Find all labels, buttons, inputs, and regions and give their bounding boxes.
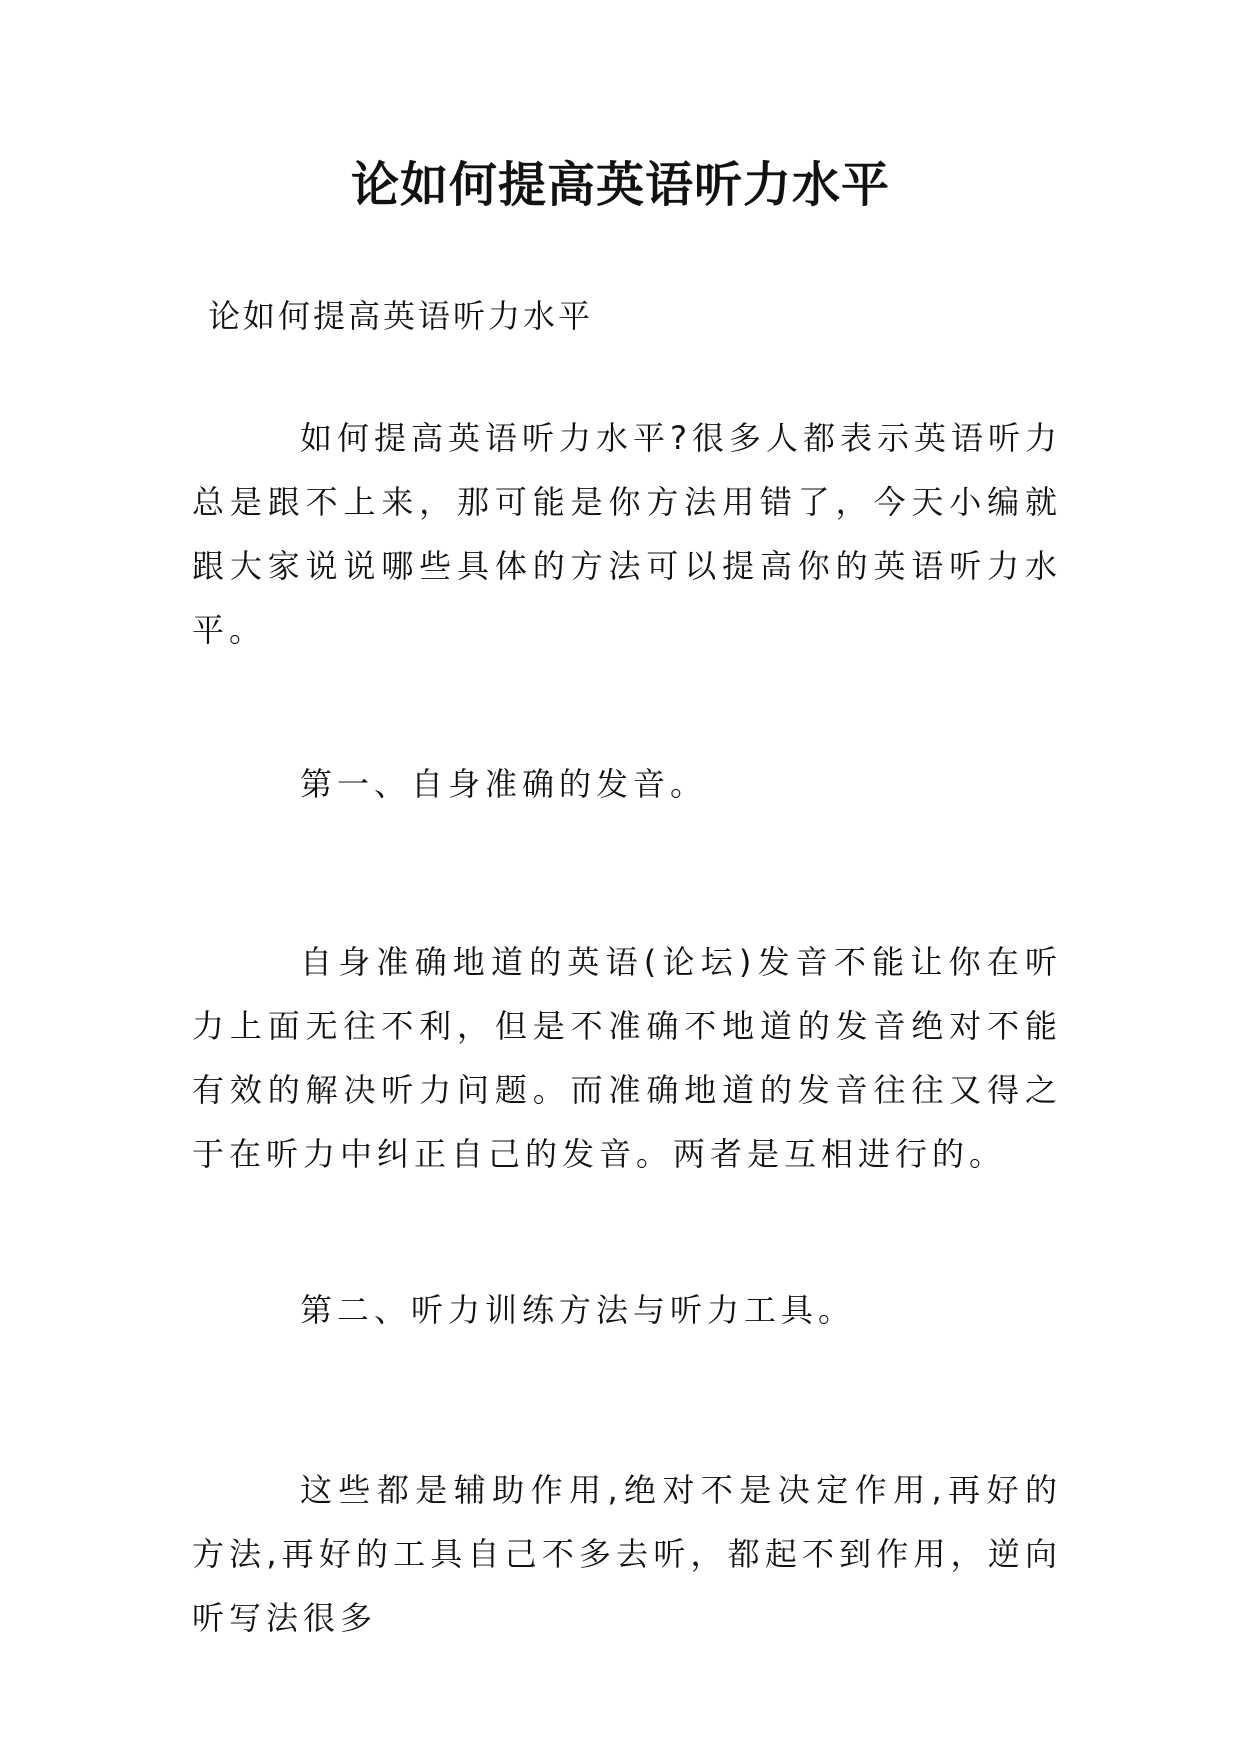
- document-title: 论如何提高英语听力水平: [350, 157, 890, 213]
- section-paragraph-second: 这些都是辅助作用,绝对不是决定作用,再好的方法,再好的工具自己不多去听，都起不到作用，逆向听写法很多: [192, 1471, 1062, 1637]
- section-heading-second: 第二、听力训练方法与听力工具。: [300, 1291, 856, 1329]
- section-heading-first: 第一、自身准确的发音。: [300, 765, 708, 803]
- section-paragraph-first: 自身准确地道的英语(论坛)发音不能让你在听力上面无往不利，但是不准确不地道的发音绝对不能有效的解决听力问题。而准确地道的发音往往又得之于在听力中纠正自己的发音。两者是互相进行的。: [192, 943, 1062, 1173]
- document-subtitle: 论如何提高英语听力水平: [208, 297, 594, 335]
- intro-paragraph: 如何提高英语听力水平?很多人都表示英语听力总是跟不上来，那可能是你方法用错了，今天小编就跟大家说说哪些具体的方法可以提高你的英语听力水平。: [192, 419, 1062, 649]
